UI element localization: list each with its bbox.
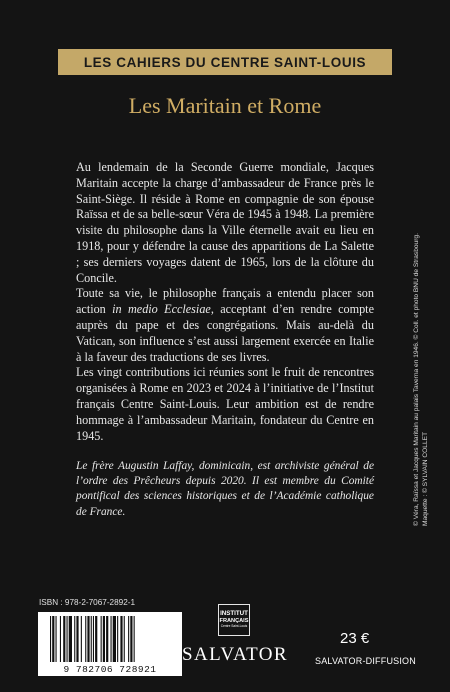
barcode-bar bbox=[130, 616, 132, 662]
photo-credits bbox=[412, 233, 430, 526]
barcode-bar bbox=[95, 616, 97, 662]
barcode-bar bbox=[81, 616, 82, 662]
barcode-bar bbox=[113, 616, 116, 662]
series-banner-text: LES CAHIERS DU CENTRE SAINT-LOUIS bbox=[83, 54, 367, 70]
paragraph-3: Les vingt contributions ici réunies sont le fruit de rencontres organisées à Rome en 2023 et 2024 à l’initiative de l’Institut français Centre Saint-Louis. Leur ambition est de rendre hommage à l’ambassadeur Maritain, fondateur du Centre en 1945. bbox=[76, 365, 374, 443]
barcode bbox=[38, 612, 182, 676]
series-banner bbox=[58, 49, 392, 75]
paragraph-2-italic: in medio Ecclesiae bbox=[112, 302, 211, 317]
paragraph-2 bbox=[76, 286, 374, 365]
barcode-bar bbox=[124, 616, 125, 662]
distribution-name: SALVATOR-DIFFUSION bbox=[315, 656, 416, 666]
barcode-digits: 9 782706 728921 bbox=[63, 664, 157, 675]
barcode-bar bbox=[85, 616, 86, 662]
publisher-name: SALVATOR bbox=[182, 644, 288, 665]
barcode-bar bbox=[106, 616, 108, 662]
barcode-bar bbox=[111, 616, 112, 662]
logo-line-1: INSTITUT bbox=[220, 609, 248, 617]
barcode-bar bbox=[120, 616, 122, 662]
barcode-bar bbox=[56, 616, 57, 662]
barcode-bar bbox=[63, 616, 65, 662]
barcode-bar bbox=[101, 616, 102, 662]
barcode-bar bbox=[103, 616, 105, 662]
barcode-bar bbox=[74, 616, 75, 662]
paragraph-2-start: Toute sa vie, le philosophe français a entendu placer son action bbox=[76, 286, 374, 317]
photo-credit-line: © Véra, Raïssa et Jacques Maritain au palais Taverna en 1946. © Coll. et photo BNU de Strasbourg. bbox=[413, 233, 420, 526]
barcode-bar bbox=[93, 616, 94, 662]
barcode-bar bbox=[67, 616, 68, 662]
barcode-bar bbox=[87, 616, 89, 662]
logo-line-2: FRANÇAIS bbox=[219, 617, 249, 624]
institut-francais-logo bbox=[218, 604, 250, 636]
price: 23 € bbox=[340, 630, 370, 647]
barcode-bar bbox=[76, 616, 78, 662]
barcode-bar bbox=[52, 616, 54, 662]
barcode-bar bbox=[128, 616, 129, 662]
barcode-bar bbox=[69, 616, 72, 662]
barcode-bars bbox=[38, 612, 182, 664]
author-note: Le frère Augustin Laffay, dominicain, est archiviste général de l’ordre des Prêcheurs depuis 2020. Il est membre du Comité pontifical des sciences historiques et de l’Académie catholique de France. bbox=[76, 460, 374, 518]
back-cover-text bbox=[76, 160, 374, 444]
barcode-bar bbox=[117, 616, 118, 662]
barcode-bar bbox=[91, 616, 92, 662]
barcode-bar bbox=[50, 616, 51, 662]
book-title: Les Maritain et Rome bbox=[128, 93, 322, 118]
logo-line-3: Centre Saint-Louis bbox=[220, 624, 248, 629]
barcode-bar bbox=[134, 616, 135, 662]
paragraph-2-end: , acceptant d’en rendre compte auprès du pape et des congrégations. Mais au-delà du Vatican, son influence s’est aussi largement exercée en Italie à la faveur des traductions de ses livres. bbox=[76, 302, 374, 364]
isbn-text: ISBN : 978-2-7067-2892-1 bbox=[39, 598, 136, 607]
barcode-bar bbox=[60, 616, 61, 662]
design-credit-line: Maquette : © SYLVAIN COLLET bbox=[422, 431, 429, 526]
paragraph-1: Au lendemain de la Seconde Guerre mondiale, Jacques Maritain accepte la charge d’ambassadeur de France près le Saint-Siège. Il réside à Rome en compagnie de son épouse Raïssa et de sa belle-sœur Véra de 1945 à 1948. La première visite du philosophe dans la Ville éternelle avait eu lieu en 1918, pour y défendre la cause des apparitions de La Salette ; ses derniers voyages datent de 1965, lors de la clôture du Concile. bbox=[76, 160, 374, 285]
